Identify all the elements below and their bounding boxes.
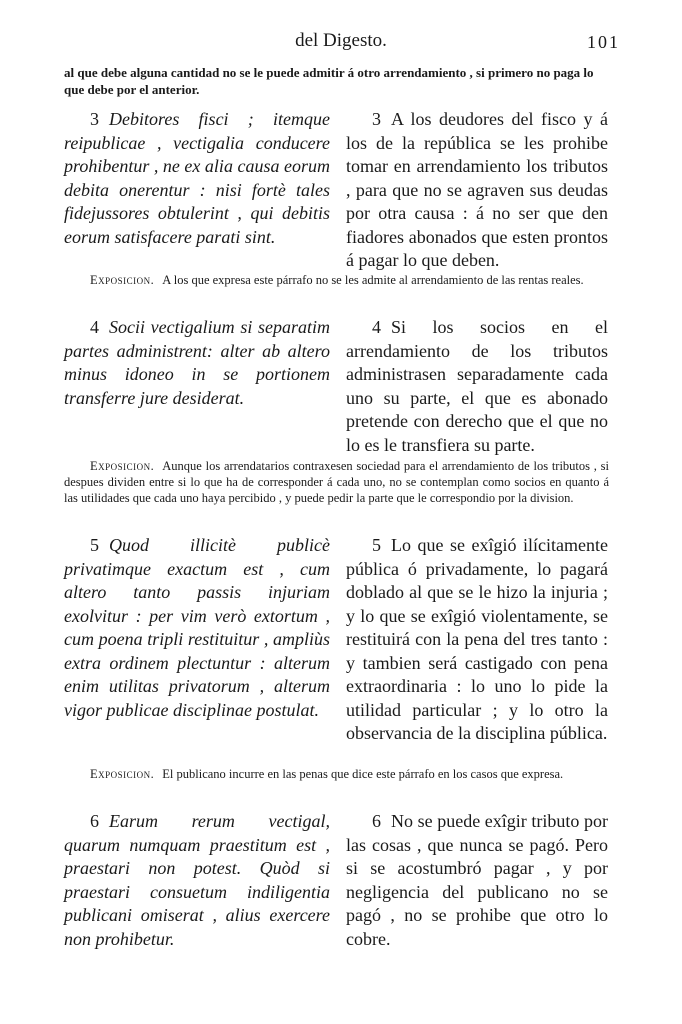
- latin-paragraph-3: [64, 108, 330, 249]
- exposicion-4: [64, 458, 609, 506]
- latin-paragraph-5: [64, 534, 330, 722]
- latin-paragraph-6: [64, 810, 330, 951]
- latin-text: Earum rerum vectigal, quarum numquam praestitum est , praestari non potest. Quòd si praestari consuetum indiligentia publicani omiserat , alius exercere non prohibetur.: [64, 811, 330, 949]
- spanish-section-number: 3: [372, 109, 381, 129]
- latin-section-number: 5: [90, 535, 99, 555]
- latin-text: Socii vectigalium si separatim partes administrent: alter ab altero minus idoneo in se portionem transferre jure desiderat.: [64, 317, 330, 408]
- spanish-text: No se puede exîgir tributo por las cosas , que nunca se pagó. Pero si se acostumbró pagar , y por negligencia del publicano no se pagó , no se prohibe que otro lo cobre.: [346, 811, 608, 949]
- spanish-text: Si los socios en el arrendamiento de los tributos administrasen separadamente cada uno su parte, el que es abonado pretende con derecho que el que no lo es le transfiera su parte.: [346, 317, 608, 455]
- spanish-section-number: 4: [372, 317, 381, 337]
- latin-paragraph-4: [64, 316, 330, 410]
- exposicion-text: El publicano incurre en las penas que dice este párrafo en los casos que expresa.: [162, 767, 564, 781]
- exposicion-label: Exposicion.: [90, 273, 155, 287]
- page-number: 101: [587, 32, 620, 52]
- latin-text: Debitores fisci ; itemque reipublicae , vectigalia conducere prohibentur , ne ex alia causa eorum debita onerentur : nisi fortè tales fidejussores obtulerint , qui debitis eorum satisfacere parati sint.: [64, 109, 330, 247]
- exposicion-label: Exposicion.: [90, 767, 155, 781]
- spanish-paragraph-4: [346, 316, 608, 457]
- running-title: del Digesto.: [295, 30, 387, 51]
- exposicion-text: A los que expresa este párrafo no se les admite al arrendamiento de las rentas reales.: [162, 273, 584, 287]
- exposicion-3: [64, 272, 609, 288]
- spanish-section-number: 5: [372, 535, 381, 555]
- spanish-text: Lo que se exîgió ilícitamente pública ó privadamente, lo pagará doblado al que se le hizo la injuria ; y lo que se exîgió violentamente, se restituirá con la pena del tres tanto : y tambien será castigado con pena extraordinaria : lo uno lo pide la utilidad particular ; y lo otro la observancia de la disciplina pública.: [346, 535, 608, 743]
- spanish-paragraph-5: [346, 534, 608, 746]
- spanish-paragraph-3: [346, 108, 608, 273]
- page-header: [0, 30, 682, 54]
- intro-paragraph: al que debe alguna cantidad no se le puede admitir á otro arrendamiento , si primero no paga lo que debe por el anterior.: [64, 65, 594, 97]
- latin-section-number: 4: [90, 317, 99, 337]
- spanish-section-number: 6: [372, 811, 381, 831]
- exposicion-label: Exposicion.: [90, 459, 155, 473]
- exposicion-text: Aunque los arrendatarios contraxesen sociedad para el arrendamiento de los tributos , si despues dividen entre si lo que ha de corresponder á cada uno, no se contemplan como socios en quanto á las utilidades que cada uno haya percibido , y puede pedir la parte que le correspondio por la division.: [64, 459, 609, 505]
- latin-section-number: 6: [90, 811, 99, 831]
- latin-text: Quod illicitè publicè privatimque exactum est , cum altero tanto passis injuriam exolvitur : per vim verò extortum , cum poena tripli restituitur , ampliùs extra ordinem plectuntur : alterum enim utilitas privatorum , alterum vigor publicae disciplinae postulat.: [64, 535, 330, 720]
- latin-section-number: 3: [90, 109, 99, 129]
- spanish-paragraph-6: [346, 810, 608, 951]
- exposicion-5: [64, 766, 609, 782]
- spanish-text: A los deudores del fisco y á los de la república se les prohibe tomar en arrendamiento los tributos , para que no se agraven sus deudas por otra causa : á no ser que den fiadores abonados que esten prontos á pagar lo que deben.: [346, 109, 608, 270]
